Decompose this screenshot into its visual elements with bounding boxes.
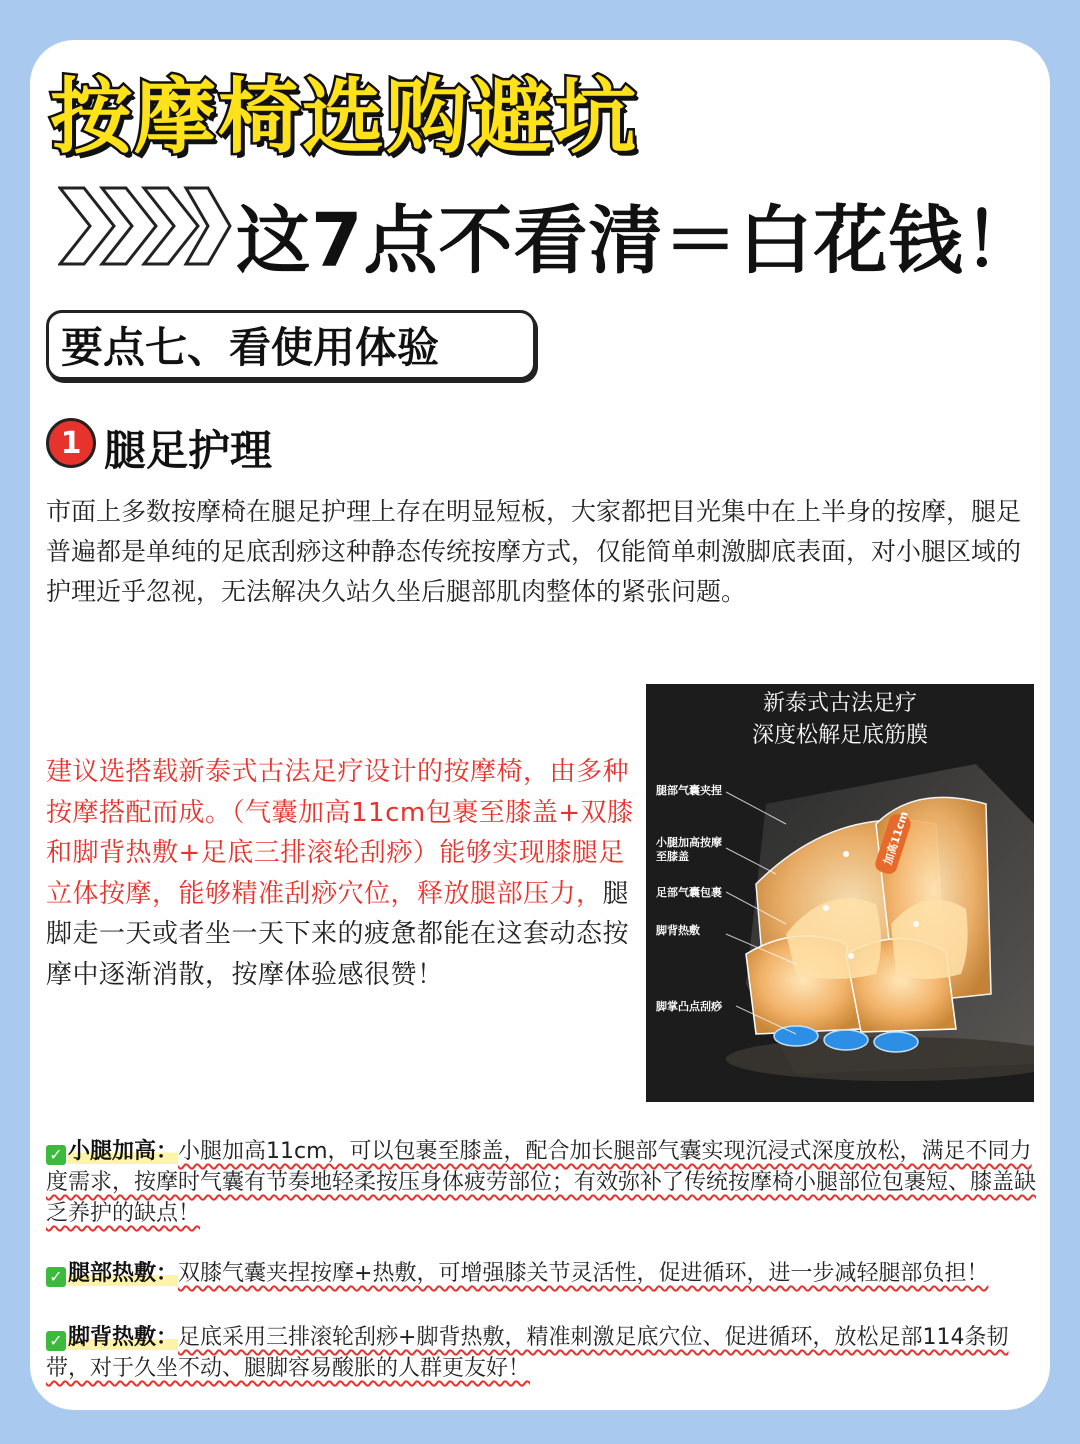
feature-leg-heat <box>46 1258 1036 1289</box>
feature-label: 小腿加高： <box>68 1139 179 1164</box>
product-image <box>646 684 1034 1102</box>
feature-calf <box>46 1136 1036 1229</box>
page-subtitle: 这7点不看清＝白花钱！ <box>236 198 1039 284</box>
check-box-icon: ✓ <box>46 1145 66 1165</box>
feature-label: 脚背热敷： <box>68 1325 179 1350</box>
recommendation-paragraph <box>46 752 636 995</box>
image-label: 腿部气囊夹捏 <box>656 784 722 797</box>
chevron-arrows-icon <box>58 186 233 266</box>
height-badge: 加高11cm <box>881 809 911 867</box>
check-box-icon: ✓ <box>46 1267 66 1287</box>
check-box-icon: ✓ <box>46 1331 66 1351</box>
feature-text: 足底采用三排滚轮刮痧+脚背热敷，精准刺激足底穴位、促进循环，放松足部114条韧带，对于久坐不动、腿脚容易酸胀的人群更友好！ <box>46 1325 1009 1381</box>
recommendation-text: 腿脚走一天或者坐一天下来的疲惫都能在这套动态按摩中逐渐消散，按摩体验感很赞！ <box>46 878 630 990</box>
image-label: 脚掌凸点刮痧 <box>656 1000 722 1013</box>
item-number-badge: 1 <box>46 418 96 468</box>
recommendation-highlight: 建议选搭载新泰式古法足疗设计的按摩椅，由多种按摩搭配而成。（气囊加高11cm包裹至膝盖+双膝和脚背热敷+足底三排滚轮刮痧）能够实现膝腿足立体按摩，能够精准刮痧穴位，释放腿部压力， <box>46 757 634 909</box>
image-label: 足部气囊包裹 <box>656 886 722 899</box>
image-label: 小腿加高按摩 至膝盖 <box>656 836 722 863</box>
item-title: 腿足护理 <box>104 426 273 475</box>
feature-label: 腿部热敷： <box>68 1261 179 1286</box>
feature-instep-heat <box>46 1322 1036 1384</box>
feature-text: 双膝气囊夹捏按摩+热敷，可增强膝关节灵活性，促进循环，进一步减轻腿部负担！ <box>178 1261 989 1286</box>
product-image-title: 新泰式古法足疗 深度松解足底筋膜 <box>751 691 928 748</box>
intro-paragraph: 市面上多数按摩椅在腿足护理上存在明显短板，大家都把目光集中在上半身的按摩，腿足普遍都是单纯的足底刮痧这种静态传统按摩方式，仅能简单刺激脚底表面，对小腿区域的护理近乎忽视，无法解决久站久坐后腿部肌肉整体的紧张问题。 <box>46 497 1022 606</box>
feature-text: 小腿加高11cm，可以包裹至膝盖，配合加长腿部气囊实现沉浸式深度放松，满足不同力度需求，按摩时气囊有节奏地轻柔按压身体疲劳部位；有效弥补了传统按摩椅小腿部位包裹短、膝盖缺乏养护的缺点！ <box>46 1139 1037 1226</box>
image-label: 脚背热敷 <box>656 924 700 937</box>
section-tag: 要点七、看使用体验 <box>46 310 536 380</box>
page-title: 按摩椅选购避坑 <box>50 70 639 165</box>
